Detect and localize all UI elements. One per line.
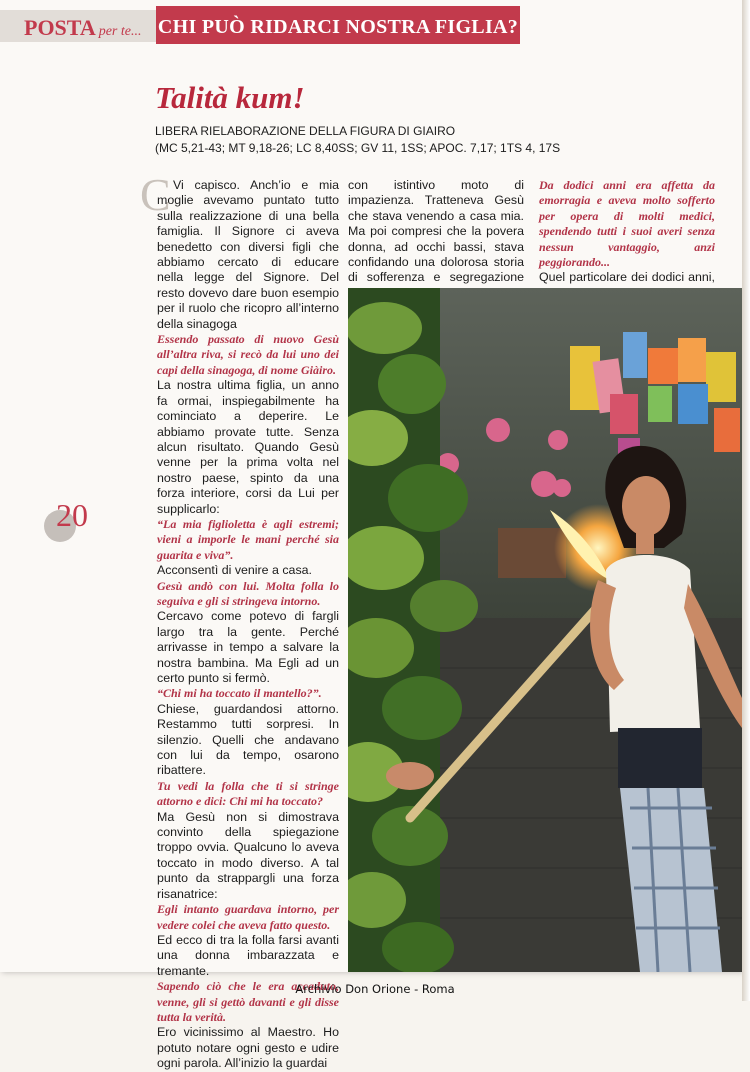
paragraph: Ed ecco di tra la folla farsi avanti una donna imbarazzata e tremante. (157, 932, 339, 978)
paragraph: La nostra ultima figlia, un anno fa ormai, inspiegabilmente ha cominciato a deperire. Le abbiamo provate tutte. Senza alcun risultato. Quando Gesù venne per la prima volta nel nostro paese, spinto da una forza interiore, corsi da Lui per supplicarlo: (157, 378, 339, 516)
article-photo (348, 288, 742, 972)
article-title: Talità kum! (155, 80, 305, 115)
section-title: CHI PUÒ RIDARCI NOSTRA FIGLIA? (156, 6, 520, 44)
page-number: 20 (56, 497, 88, 533)
article-subtitle (155, 123, 715, 157)
drop-cap: C (140, 169, 171, 220)
brand-per-te: per te... (98, 24, 142, 39)
text-column-2 (348, 178, 524, 301)
scripture-quote: Essendo passato di nuovo Gesù all’altra riva, si recò da lui uno dei capi della sinagoga, di nome Giàiro. (157, 332, 339, 377)
scripture-quote: Sapendo ciò che le era accaduto, venne, gli si gettò davanti e gli disse tutta la verità. (157, 979, 339, 1024)
brand-posta: POSTA (24, 15, 96, 40)
paragraph: Cercavo come potevo di fargli largo tra la gente. Perché arrivasse in tempo a salvare la nostra bambina. Ma Egli ad un certo punto si fermò. (157, 609, 339, 685)
torch-girl-illustration (348, 288, 742, 972)
paragraph: Chiese, guardandosi attorno. Restammo tutti sorpresi. In silenzio. Quelli che andavano con lui da tempo, osarono ribattere. (157, 701, 339, 778)
archive-footer: Archivio Don Orione - Roma (295, 982, 455, 996)
scripture-quote: Tu vedi la folla che ti si stringe attorno e dici: Chi mi ha toccato? (157, 778, 339, 809)
paragraph: con istintivo moto di impazienza. Tratteneva Gesù che stava venendo a casa mia. Ma poi compresi che la povera donna, ad occhi bassi, stava confidando una dolorosa storia di sofferenza e segregazione (348, 178, 524, 285)
subtitle-line-2: (MC 5,21-43; MT 9,18-26; LC 8,40SS; GV 11, 1SS; APOC. 7,17; 1TS 4, 17S (155, 141, 561, 155)
text-column-1 (157, 178, 339, 1072)
paragraph: Acconsentì di venire a casa. (157, 563, 312, 578)
scripture-quote: Da dodici anni era affetta da emorragia e aveva molto sofferto per opera di molti medici, spendendo tutti i suoi averi senza nessun vantaggio, anzi peggiorando... (539, 178, 715, 270)
paragraph: Vi capisco. Anch’io e mia moglie avevamo puntato tutto sulla realizzazione di una bella famiglia. Il Signore ci aveva benedetto con diversi figli che abbiamo cercato di educare nella legge del Signore. Del resto dovevo dare buon esempio per il ruolo che ricopro all’interno della sinagoga (157, 178, 339, 331)
subtitle-line-1: LIBERA RIELABORAZIONE DELLA FIGURA DI GIAIRO (155, 124, 456, 138)
scripture-quote: Egli intanto guardava intorno, per vedere colei che aveva fatto questo. (157, 902, 339, 932)
paragraph: Ma Gesù non si dimostrava convinto della spiegazione troppo ovvia. Qualcuno lo aveva toccato in modo diverso. A tal punto da strappargli una forza risanatrice: (157, 809, 339, 901)
page-gutter (742, 0, 750, 1001)
paragraph: Ero vicinissimo al Maestro. Ho potuto notare ogni gesto e udire ogni parola. All’inizio la guardai (157, 1025, 339, 1071)
header-brand (24, 15, 141, 41)
paragraph: Quel particolare dei dodici anni, (539, 270, 715, 285)
scripture-quote: “Chi mi ha toccato il mantello?”. (157, 686, 322, 701)
scripture-quote: “La mia figlioletta è agli estremi; vieni a imporle le mani perché sia guarita e viva”. (157, 516, 339, 562)
scripture-quote: Gesù andò con lui. Molta folla lo seguiva e gli si stringeva intorno. (157, 578, 339, 608)
